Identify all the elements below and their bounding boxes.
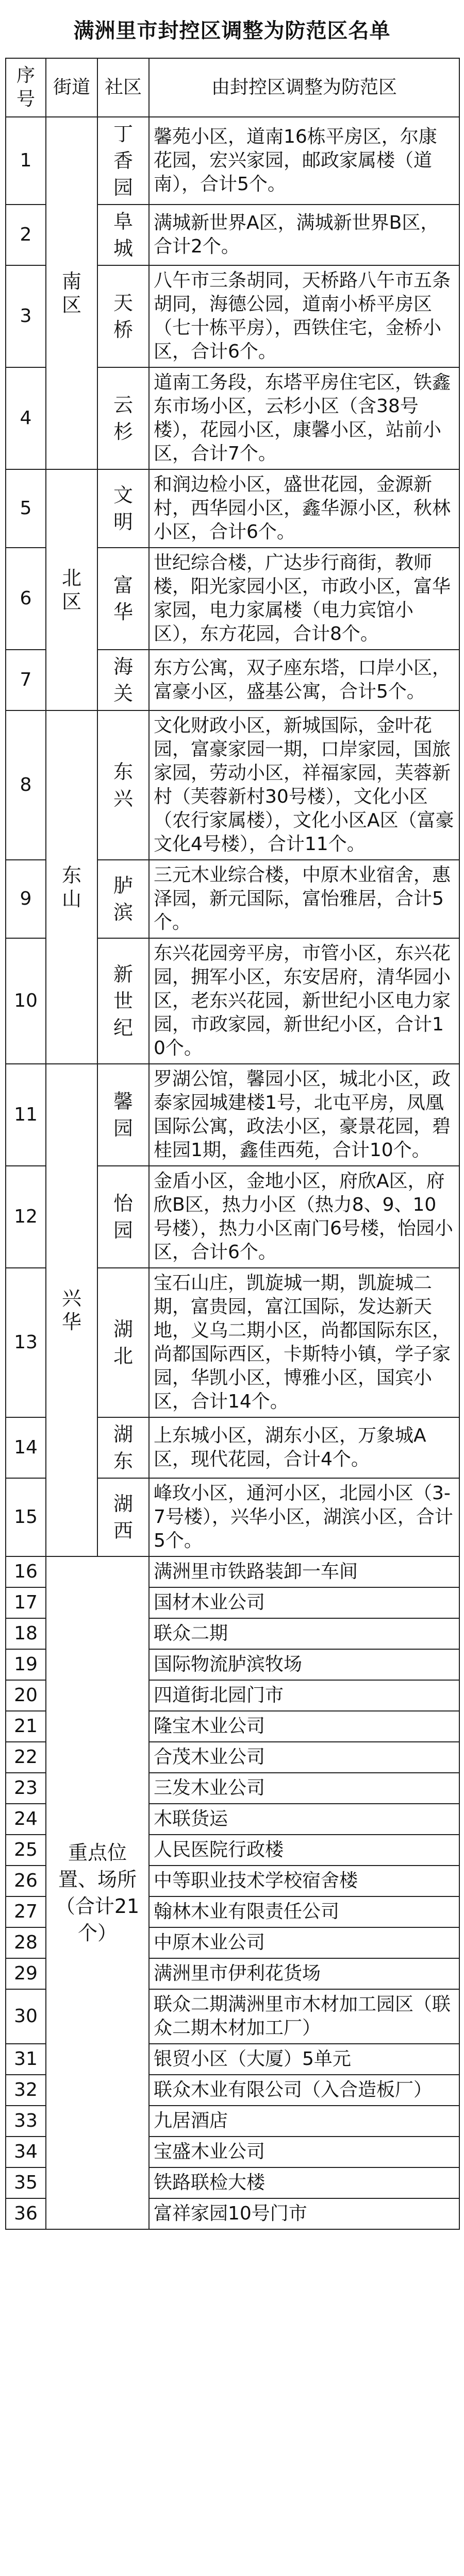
community-cell bbox=[97, 710, 149, 860]
row-number: 34 bbox=[6, 2137, 46, 2167]
community-description: 峰玫小区，通河小区，北园小区（3-7号楼），兴华小区，湖滨小区，合计5个。 bbox=[149, 1478, 459, 1556]
row-number: 5 bbox=[6, 469, 46, 548]
row-number: 20 bbox=[6, 1680, 46, 1711]
district-cell bbox=[46, 1064, 97, 1556]
row-number: 9 bbox=[6, 860, 46, 938]
row-number: 15 bbox=[6, 1478, 46, 1556]
district-name: 东山 bbox=[61, 864, 81, 910]
district-cell bbox=[46, 469, 97, 710]
community-cell bbox=[97, 469, 149, 548]
row-number: 16 bbox=[6, 1556, 46, 1587]
row-number: 32 bbox=[6, 2075, 46, 2106]
community-description: 满城新世界A区，满城新世界B区，合计2个。 bbox=[149, 205, 459, 265]
community-name: 馨园 bbox=[113, 1090, 133, 1140]
row-number: 6 bbox=[6, 548, 46, 650]
community-description: 罗湖公馆，馨园小区，城北小区，政泰家园城建楼1号，北屯平房，凤凰国际公寓，政法小区，豪景花园，碧桂园1期，鑫佳西苑，合计10个。 bbox=[149, 1064, 459, 1166]
table-row bbox=[6, 1064, 459, 1166]
community-cell bbox=[97, 1166, 149, 1268]
community-cell bbox=[97, 860, 149, 938]
focus-location-description: 三发木业公司 bbox=[149, 1773, 459, 1804]
community-description: 和润边检小区，盛世花园，金源新村，西华园小区，鑫华源小区，秋林小区，合计6个。 bbox=[149, 469, 459, 548]
focus-location-description: 隆宝木业公司 bbox=[149, 1711, 459, 1742]
community-description: 馨苑小区，道南16栋平房区，尔康花园，宏兴家园，邮政家属楼（道南），合计5个。 bbox=[149, 117, 459, 205]
row-number: 1 bbox=[6, 117, 46, 205]
community-description: 八午市三条胡同，天桥路八午市五条胡同，海德公园，道南小桥平房区（七十栋平房），西铁住宅，金桥小区，合计6个。 bbox=[149, 265, 459, 367]
focus-location-description: 满洲里市铁路装卸一车间 bbox=[149, 1556, 459, 1587]
table-row bbox=[6, 117, 459, 205]
focus-location-description: 国际物流胪滨牧场 bbox=[149, 1649, 459, 1680]
focus-location-description: 中原木业公司 bbox=[149, 1927, 459, 1958]
row-number: 29 bbox=[6, 1958, 46, 1989]
row-number: 3 bbox=[6, 265, 46, 367]
community-name: 阜城 bbox=[113, 210, 133, 260]
community-description: 金盾小区，金地小区，府欣A区，府欣B区，热力小区（热力8、9、10号楼），热力小区南门6号楼，怡园小区，合计6个。 bbox=[149, 1166, 459, 1268]
community-name: 云杉 bbox=[113, 394, 133, 443]
row-number: 12 bbox=[6, 1166, 46, 1268]
focus-location-label: 重点位置、场所（合计21个） bbox=[46, 1556, 149, 2229]
community-cell bbox=[97, 1478, 149, 1556]
table-body bbox=[6, 117, 459, 2229]
community-description: 三元木业综合楼，中原木业宿舍，惠泽园，新元国际，富怡雅居，合计5个。 bbox=[149, 860, 459, 938]
focus-location-description: 国材木业公司 bbox=[149, 1587, 459, 1618]
row-number: 23 bbox=[6, 1773, 46, 1804]
community-name: 湖西 bbox=[113, 1493, 133, 1542]
community-description: 道南工务段，东塔平房住宅区，铁鑫东市场小区，云杉小区（含38号楼），花园小区，康馨小区，站前小区，合计7个。 bbox=[149, 367, 459, 469]
row-number: 14 bbox=[6, 1417, 46, 1478]
focus-location-description: 九居酒店 bbox=[149, 2106, 459, 2137]
community-cell bbox=[97, 205, 149, 265]
table-row bbox=[6, 710, 459, 860]
community-cell bbox=[97, 650, 149, 710]
community-name: 东兴 bbox=[113, 760, 133, 810]
community-description: 东方公寓，双子座东塔，口岸小区，富豪小区，盛基公寓，合计5个。 bbox=[149, 650, 459, 710]
community-name: 文明 bbox=[113, 484, 133, 533]
row-number: 13 bbox=[6, 1268, 46, 1417]
community-name: 天桥 bbox=[113, 292, 133, 341]
header-community: 社区 bbox=[97, 58, 149, 117]
focus-location-description: 宝盛木业公司 bbox=[149, 2137, 459, 2167]
focus-location-description: 铁路联检大楼 bbox=[149, 2167, 459, 2198]
header-no: 序号 bbox=[6, 58, 46, 117]
focus-location-description: 联众木业有限公司（入合造板厂） bbox=[149, 2075, 459, 2106]
row-number: 28 bbox=[6, 1927, 46, 1958]
table-row bbox=[6, 1556, 459, 1587]
focus-location-description: 翰林木业有限责任公司 bbox=[149, 1896, 459, 1927]
row-number: 26 bbox=[6, 1866, 46, 1896]
community-description: 上东城小区，湖东小区，万象城A区，现代花园，合计4个。 bbox=[149, 1417, 459, 1478]
district-cell bbox=[46, 710, 97, 1064]
focus-location-description: 木联货运 bbox=[149, 1804, 459, 1835]
row-number: 10 bbox=[6, 938, 46, 1064]
row-number: 19 bbox=[6, 1649, 46, 1680]
row-number: 7 bbox=[6, 650, 46, 710]
community-description: 东兴花园旁平房，市管小区，东兴花园，拥军小区，东安居府，清华园小区，老东兴花园，新世纪小区电力家园，市政家园，新世纪小区，合计10个。 bbox=[149, 938, 459, 1064]
community-cell bbox=[97, 117, 149, 205]
header-district: 街道 bbox=[46, 58, 97, 117]
focus-location-description: 满洲里市伊利花货场 bbox=[149, 1958, 459, 1989]
row-number: 35 bbox=[6, 2167, 46, 2198]
community-description: 世纪综合楼，广达步行商街，教师楼，阳光家园小区，市政小区，富华家园，电力家属楼（电力宾馆小区），东方花园，合计8个。 bbox=[149, 548, 459, 650]
community-cell bbox=[97, 1268, 149, 1417]
focus-location-description: 人民医院行政楼 bbox=[149, 1835, 459, 1866]
row-number: 31 bbox=[6, 2044, 46, 2075]
row-number: 25 bbox=[6, 1835, 46, 1866]
community-name: 胪滨 bbox=[113, 874, 133, 924]
header-desc: 由封控区调整为防范区 bbox=[149, 58, 459, 117]
community-cell bbox=[97, 1417, 149, 1478]
community-name: 新世纪 bbox=[113, 963, 133, 1039]
district-table bbox=[5, 58, 460, 2230]
table-row bbox=[6, 469, 459, 548]
district-name: 北区 bbox=[61, 567, 81, 613]
row-number: 17 bbox=[6, 1587, 46, 1618]
community-description: 文化财政小区，新城国际，金叶花园，富豪家园一期，口岸家园，国旅家园，劳动小区，祥福家园，芙蓉新村（芙蓉新村30号楼），文化小区（农行家属楼），文化小区A区（富豪文化4号楼），合计11个。 bbox=[149, 710, 459, 860]
row-number: 33 bbox=[6, 2106, 46, 2137]
focus-location-description: 四道街北园门市 bbox=[149, 1680, 459, 1711]
district-cell bbox=[46, 117, 97, 469]
community-cell bbox=[97, 938, 149, 1064]
row-number: 36 bbox=[6, 2198, 46, 2229]
community-name: 海关 bbox=[113, 655, 133, 705]
community-name: 湖北 bbox=[113, 1318, 133, 1367]
community-name: 富华 bbox=[113, 574, 133, 623]
row-number: 21 bbox=[6, 1711, 46, 1742]
community-description: 宝石山庄，凯旋城一期，凯旋城二期，富贵园，富江国际，发达新天地，义乌二期小区，尚都国际东区，尚都国际西区，卡斯特小镇，学子家园，华凯小区，博雅小区，国宾小区，合计14个。 bbox=[149, 1268, 459, 1417]
row-number: 2 bbox=[6, 205, 46, 265]
focus-location-description: 合茂木业公司 bbox=[149, 1742, 459, 1773]
row-number: 18 bbox=[6, 1618, 46, 1649]
row-number: 8 bbox=[6, 710, 46, 860]
page-title: 满洲里市封控区调整为防范区名单 bbox=[73, 19, 391, 43]
community-cell bbox=[97, 1064, 149, 1166]
focus-location-description: 富祥家园10号门市 bbox=[149, 2198, 459, 2229]
focus-location-description: 联众二期 bbox=[149, 1618, 459, 1649]
community-cell bbox=[97, 265, 149, 367]
community-cell bbox=[97, 367, 149, 469]
table-header-row bbox=[6, 58, 459, 117]
row-number: 30 bbox=[6, 1989, 46, 2044]
row-number: 24 bbox=[6, 1804, 46, 1835]
row-number: 4 bbox=[6, 367, 46, 469]
focus-location-description: 联众二期满洲里市木材加工园区（联众二期木材加工厂） bbox=[149, 1989, 459, 2044]
row-number: 11 bbox=[6, 1064, 46, 1166]
district-name: 兴华 bbox=[61, 1287, 81, 1333]
community-name: 丁香园 bbox=[113, 123, 133, 199]
community-name: 怡园 bbox=[113, 1192, 133, 1242]
focus-location-description: 中等职业技术学校宿舍楼 bbox=[149, 1866, 459, 1896]
community-cell bbox=[97, 548, 149, 650]
row-number: 22 bbox=[6, 1742, 46, 1773]
focus-location-description: 银贸小区（大厦）5单元 bbox=[149, 2044, 459, 2075]
community-name: 湖东 bbox=[113, 1423, 133, 1472]
row-number: 27 bbox=[6, 1896, 46, 1927]
district-name: 南区 bbox=[61, 270, 81, 316]
